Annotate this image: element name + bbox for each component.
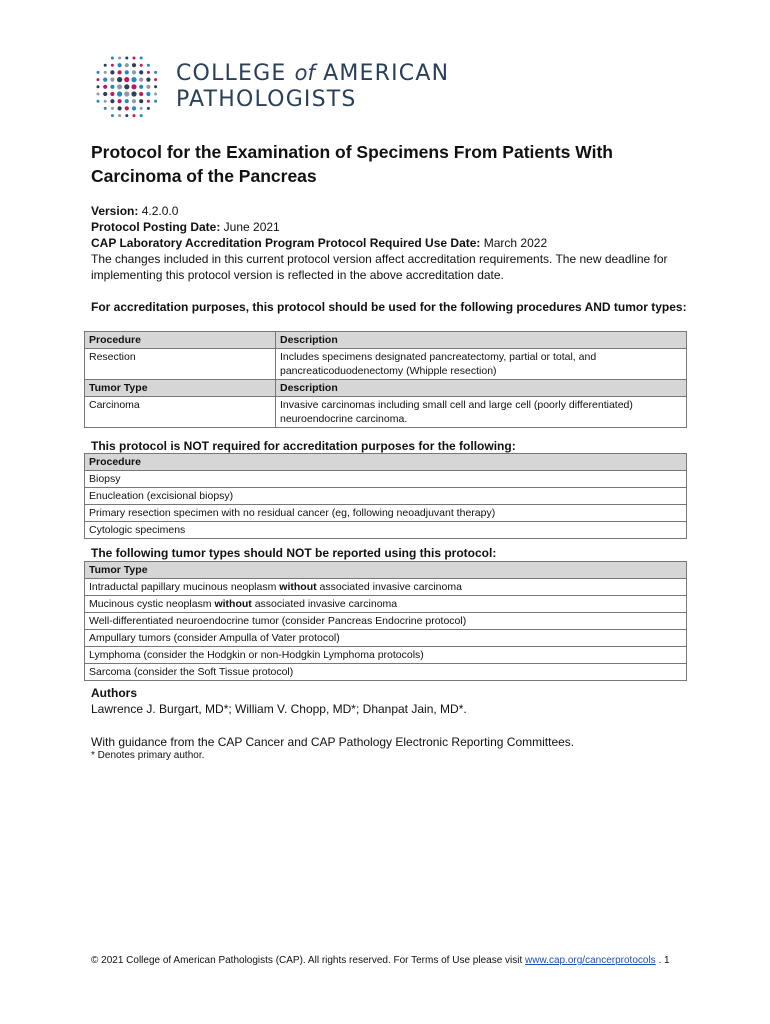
changes-note: The changes included in this current protocol version affect accreditation requirements. The new deadline for implementing this protocol version is reflected in the above accreditation date.: [91, 252, 668, 282]
table-cell: Mucinous cystic neoplasm without associated invasive carcinoma: [85, 596, 687, 613]
logo-dot: [118, 70, 122, 74]
table-header-row: [85, 332, 687, 349]
document-title: Protocol for the Examination of Specimens From Patients With Carcinoma of the Pancreas: [91, 142, 613, 186]
logo-dot: [124, 91, 129, 96]
table-header-row: [85, 380, 687, 397]
cap-logo: [94, 54, 474, 120]
logo-dot: [147, 107, 150, 110]
table-row: [85, 647, 687, 664]
logo-dot: [140, 57, 143, 60]
column-header: Procedure: [85, 454, 687, 471]
logo-dot: [139, 92, 143, 96]
logo-dot: [103, 85, 107, 89]
logo-dot: [139, 99, 143, 103]
logo-dot: [103, 92, 107, 96]
posting-date-line: Protocol Posting Date: June 2021: [91, 220, 280, 234]
logo-dot: [118, 99, 122, 103]
logo-dot: [97, 93, 100, 96]
protocol-meta: [91, 203, 691, 283]
logo-dot: [146, 92, 150, 96]
table-row: [85, 596, 687, 613]
not-reported-heading: The following tumor types should NOT be reported using this protocol:: [91, 546, 497, 560]
table-cell: Carcinoma: [85, 397, 276, 428]
logo-dot: [139, 85, 143, 89]
logo-dot: [125, 70, 129, 74]
authors-section: [91, 685, 691, 717]
table-row: [85, 505, 687, 522]
table-header-row: [85, 562, 687, 579]
logo-dot: [104, 64, 107, 67]
version-line: Version: 4.2.0.0: [91, 204, 179, 218]
table-header-row: [85, 454, 687, 471]
logo-dot: [140, 114, 143, 117]
logo-dot: [154, 100, 157, 103]
table-row: [85, 349, 687, 380]
logo-dot: [140, 107, 143, 110]
logo-dot: [125, 57, 128, 60]
logo-dot: [139, 70, 143, 74]
table-row: [85, 471, 687, 488]
accreditation-heading: For accreditation purposes, this protocol should be used for the following procedures AND tumor types:: [91, 300, 687, 314]
table-cell: Sarcoma (consider the Soft Tissue protocol): [85, 664, 687, 681]
logo-dot: [132, 70, 136, 74]
accreditation-table: [84, 331, 687, 428]
table-row: [85, 488, 687, 505]
table-cell: Enucleation (excisional biopsy): [85, 488, 687, 505]
not-reported-table: [84, 561, 687, 681]
logo-dot: [97, 78, 100, 81]
table-cell: Resection: [85, 349, 276, 380]
logo-dot: [131, 84, 136, 89]
logo-dot: [118, 106, 122, 110]
guidance-text: With guidance from the CAP Cancer and CAP Pathology Electronic Reporting Committees.: [91, 735, 575, 749]
not-required-table: [84, 453, 687, 539]
logo-dot: [132, 63, 136, 67]
logo-dot: [117, 84, 122, 89]
column-header: Procedure: [85, 332, 276, 349]
logo-dot: [110, 70, 114, 74]
cap-logo-dots-icon: [94, 54, 160, 120]
table-cell: Intraductal papillary mucinous neoplasm without associated invasive carcinoma: [85, 579, 687, 596]
column-header: Tumor Type: [85, 562, 687, 579]
logo-dot: [118, 57, 121, 60]
table-cell: Primary resection specimen with no residual cancer (eg, following neoadjuvant therapy): [85, 505, 687, 522]
logo-dot: [125, 114, 128, 117]
logo-dot: [111, 64, 114, 67]
logo-dot: [117, 77, 122, 82]
table-row: [85, 630, 687, 647]
table-row: [85, 522, 687, 539]
logo-dot: [125, 63, 129, 67]
logo-dot: [124, 77, 129, 82]
logo-dot: [132, 106, 136, 110]
logo-dot: [125, 99, 129, 103]
logo-dot: [133, 57, 136, 60]
table-row: [85, 613, 687, 630]
logo-dot: [111, 107, 114, 110]
logo-dot: [117, 91, 122, 96]
logo-dot: [154, 85, 157, 88]
primary-author-note: * Denotes primary author.: [91, 750, 205, 761]
logo-dot: [124, 84, 129, 89]
column-header: Tumor Type: [85, 380, 276, 397]
logo-dot: [139, 78, 143, 82]
table-cell: Cytologic specimens: [85, 522, 687, 539]
logo-dot: [147, 64, 150, 67]
logo-dot: [110, 99, 114, 103]
logo-dot: [111, 57, 114, 60]
authors-names: Lawrence J. Burgart, MD*; William V. Chopp, MD*; Dhanpat Jain, MD*.: [91, 702, 467, 716]
logo-dot: [110, 85, 114, 89]
logo-dot: [104, 71, 107, 74]
logo-dot: [154, 71, 157, 74]
required-date-line: CAP Laboratory Accreditation Program Protocol Required Use Date: March 2022: [91, 236, 548, 250]
logo-dot: [97, 85, 100, 88]
logo-dot: [146, 85, 150, 89]
cap-logo-wordmark: COLLEGE of AMERICAN PATHOLOGISTS: [176, 61, 450, 112]
logo-dot: [154, 93, 157, 96]
table-row: [85, 579, 687, 596]
logo-dot: [118, 63, 122, 67]
logo-dot: [146, 78, 150, 82]
table-row: [85, 397, 687, 428]
logo-dot: [97, 100, 100, 103]
logo-dot: [103, 78, 107, 82]
page-footer: [91, 954, 691, 967]
logo-dot: [132, 99, 136, 103]
column-header: Description: [276, 380, 687, 397]
logo-dot: [140, 64, 143, 67]
logo-dot: [147, 100, 150, 103]
table-row: [85, 664, 687, 681]
table-cell: Lymphoma (consider the Hodgkin or non-Hodgkin Lymphoma protocols): [85, 647, 687, 664]
logo-dot: [147, 71, 150, 74]
table-cell: Biopsy: [85, 471, 687, 488]
logo-dot: [110, 92, 114, 96]
not-required-heading: This protocol is NOT required for accreditation purposes for the following:: [91, 439, 516, 453]
authors-heading: Authors: [91, 686, 137, 700]
table-cell: Well-differentiated neuroendocrine tumor (consider Pancreas Endocrine protocol): [85, 613, 687, 630]
logo-dot: [118, 114, 121, 117]
logo-dot: [125, 106, 129, 110]
logo-dot: [104, 107, 107, 110]
column-header: Description: [276, 332, 687, 349]
table-cell: Ampullary tumors (consider Ampulla of Vater protocol): [85, 630, 687, 647]
table-cell: Invasive carcinomas including small cell and large cell (poorly differentiated) neuroendocrine carcinoma.: [276, 397, 687, 428]
logo-dot: [110, 78, 114, 82]
page-number: . 1: [655, 955, 670, 966]
copyright-text: © 2021 College of American Pathologists (CAP). All rights reserved. For Terms of Use please visit: [91, 955, 526, 966]
cancer-protocols-link[interactable]: www.cap.org/cancerprotocols: [525, 955, 656, 966]
logo-dot: [131, 91, 136, 96]
logo-dot: [104, 100, 107, 103]
logo-dot: [154, 78, 157, 81]
logo-dot: [131, 77, 136, 82]
logo-dot: [111, 114, 114, 117]
table-cell: Includes specimens designated pancreatectomy, partial or total, and pancreaticoduodenectomy (Whipple resection): [276, 349, 687, 380]
logo-dot: [133, 114, 136, 117]
logo-dot: [97, 71, 100, 74]
